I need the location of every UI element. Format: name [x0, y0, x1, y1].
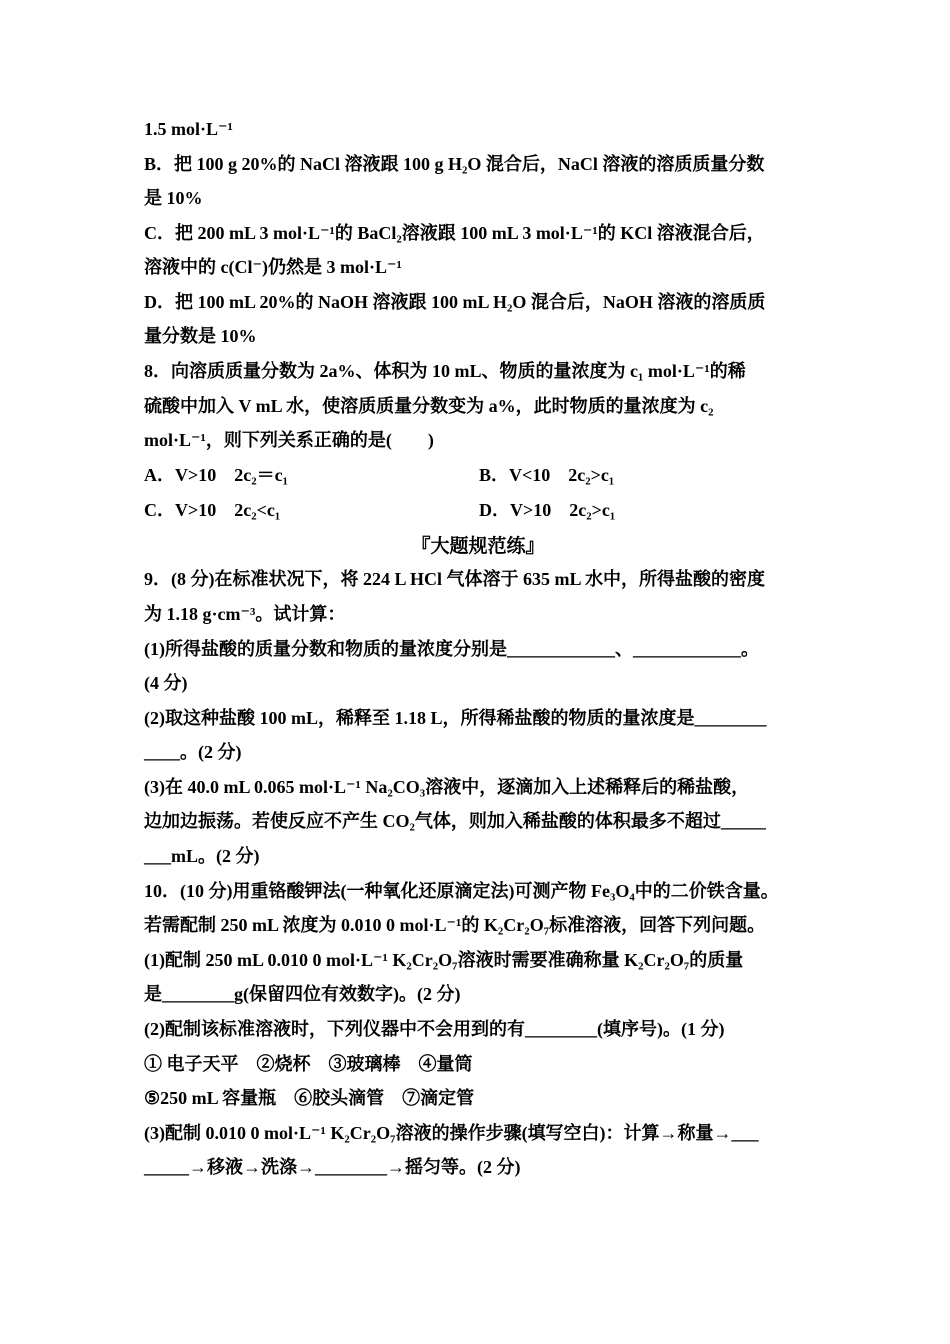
question-10-part-1: (1)配制 250 mL 0.010 0 mol·L⁻¹ K₂Cr₂O₇溶液时需要准确称量 K₂Cr₂O₇的质量 [144, 950, 744, 970]
question-9-part-3: (3)在 40.0 mL 0.065 mol·L⁻¹ Na₂CO₃溶液中，逐滴加入上述稀释后的稀盐酸， [144, 777, 750, 797]
option-b-line-2: 是 10% [144, 188, 203, 208]
section-title: 『大题规范练』 [411, 535, 545, 557]
q8-option-b: B．V<10 2c₂>c₁ [479, 465, 615, 485]
question-9-part-3-cont: 边加边振荡。若使反应不产生 CO₂气体，则加入稀盐酸的体积最多不超过_____ [144, 811, 766, 831]
question-10-part-1-cont: 是________g(保留四位有效数字)。(2 分) [144, 984, 461, 1004]
q8-option-d: D．V>10 2c₂>c₁ [479, 500, 616, 520]
instrument-list-1: ① 电子天平 ②烧杯 ③玻璃棒 ④量筒 [144, 1054, 473, 1074]
option-c-line-2: 溶液中的 c(Cl⁻)仍然是 3 mol·L⁻¹ [144, 257, 402, 277]
question-9-part-1: (1)所得盐酸的质量分数和物质的量浓度分别是____________、____________。 [144, 639, 759, 659]
question-8-line-3: mol·L⁻¹，则下列关系正确的是( ) [144, 430, 434, 450]
option-d-line-2: 量分数是 10% [144, 326, 257, 346]
question-8-line-2: 硫酸中加入 V mL 水，使溶质质量分数变为 a%，此时物质的量浓度为 c₂ [144, 396, 714, 416]
question-9-part-2: (2)取这种盐酸 100 mL，稀释至 1.18 L，所得稀盐酸的物质的量浓度是________ [144, 708, 767, 728]
question-8-line-1: 8．向溶质质量分数为 2a%、体积为 10 mL、物质的量浓度为 c₁ mol·L⁻¹的稀 [144, 361, 746, 381]
question-9-line-1: 9．(8 分)在标准状况下，将 224 L HCl 气体溶于 635 mL 水中，所得盐酸的密度 [144, 569, 766, 589]
q8-option-c: C．V>10 2c₂<c₁ [144, 500, 281, 520]
text-line: 1.5 mol·L⁻¹ [144, 119, 233, 139]
question-10-part-3: (3)配制 0.010 0 mol·L⁻¹ K₂Cr₂O₇溶液的操作步骤(填写空白)：计算→称量→___ [144, 1123, 759, 1143]
question-9-part-1-score: (4 分) [144, 673, 188, 693]
option-b-line-1: B．把 100 g 20%的 NaCl 溶液跟 100 g H₂O 混合后，NaCl 溶液的溶质质量分数 [144, 154, 765, 174]
question-9-line-2: 为 1.18 g·cm⁻³。试计算： [144, 604, 346, 624]
instrument-list-2: ⑤250 mL 容量瓶 ⑥胶头滴管 ⑦滴定管 [144, 1088, 475, 1108]
question-9-part-2-cont: ____。(2 分) [144, 742, 242, 762]
question-10-part-3-cont: _____→移液→洗涤→________→摇匀等。(2 分) [144, 1157, 521, 1177]
q8-option-a: A．V>10 2c₂＝c₁ [144, 465, 289, 485]
option-c-line-1: C．把 200 mL 3 mol·L⁻¹的 BaCl₂溶液跟 100 mL 3 mol·L⁻¹的 KCl 溶液混合后， [144, 223, 765, 243]
question-10-line-1: 10．(10 分)用重铬酸钾法(一种氧化还原滴定法)可测产物 Fe₃O₄中的二价铁含量。 [144, 881, 779, 901]
option-d-line-1: D．把 100 mL 20%的 NaOH 溶液跟 100 mL H₂O 混合后，NaOH 溶液的溶质质 [144, 292, 766, 312]
question-10-part-2: (2)配制该标准溶液时，下列仪器中不会用到的有________(填序号)。(1 分) [144, 1019, 725, 1039]
question-9-part-3-end: ___mL。(2 分) [144, 846, 260, 866]
question-10-line-2: 若需配制 250 mL 浓度为 0.010 0 mol·L⁻¹的 K₂Cr₂O₇标准溶液，回答下列问题。 [144, 915, 766, 935]
